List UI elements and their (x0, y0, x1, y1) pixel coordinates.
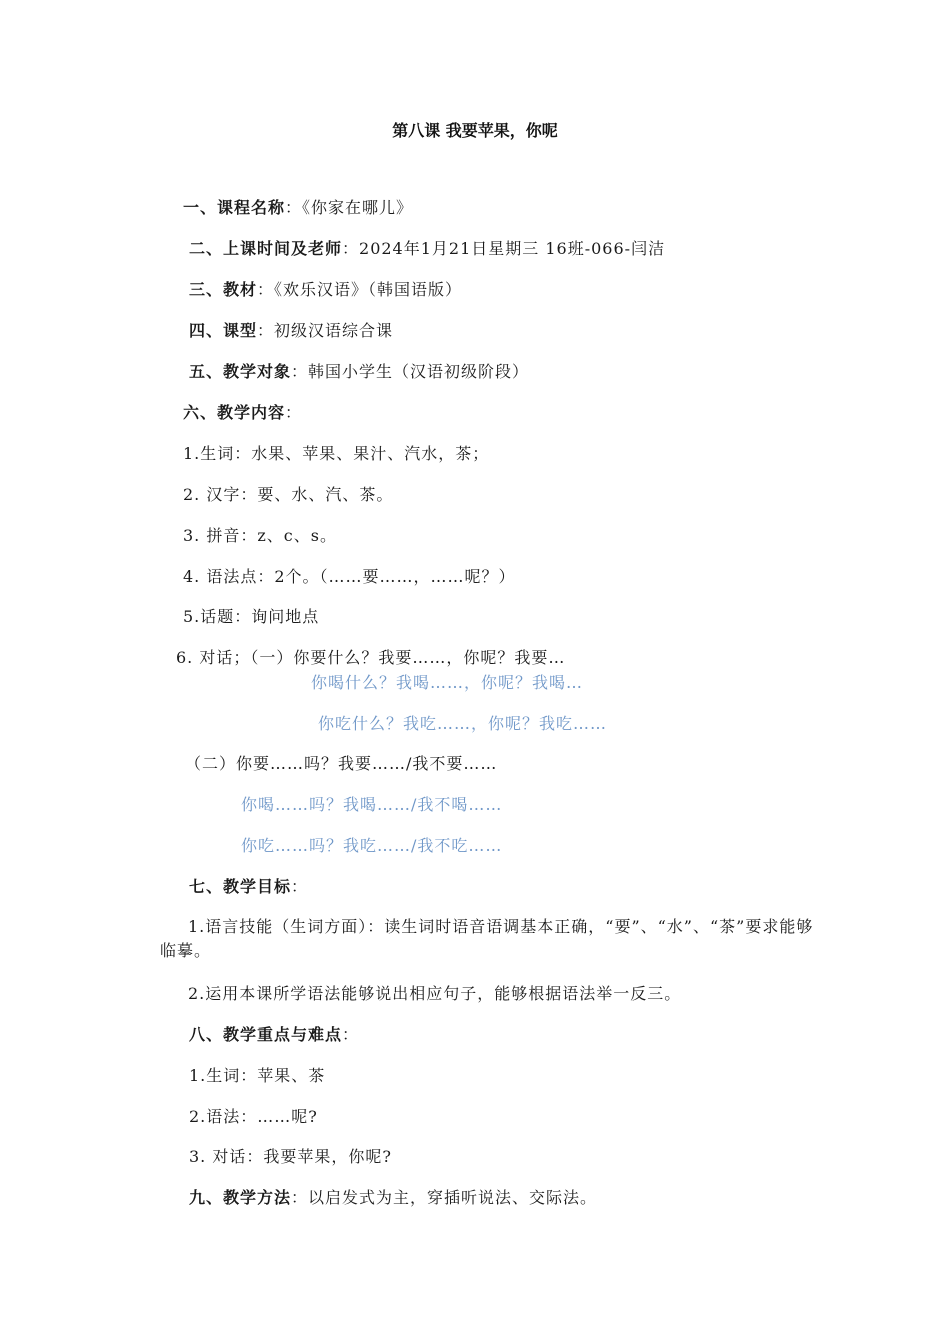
section-course-name (183, 197, 413, 219)
section-key-points (189, 1024, 359, 1046)
section-text: ：初级汉语综合课 (257, 321, 394, 340)
key-point-vocabulary: 1.生词：苹果、茶 (189, 1066, 326, 1085)
section-text: ： (342, 1025, 360, 1044)
content-item-characters: 2. 汉字：要、水、汽、茶。 (183, 485, 394, 504)
dialogue-example-drink: 你喝什么？我喝……，你呢？我喝… (311, 673, 584, 692)
dialogue-example-eat: 你吃什么？我吃……，你呢？我吃…… (318, 714, 608, 733)
goal-grammar: 2.运用本课所学语法能够说出相应句子，能够根据语法举一反三。 (188, 984, 682, 1003)
section-text: ： (291, 877, 309, 896)
dialogue-example-drink-2: 你喝……吗？我喝……/我不喝…… (241, 795, 503, 814)
section-heading: 七、教学目标 (189, 877, 292, 896)
section-textbook (189, 279, 462, 301)
section-heading: 八、教学重点与难点 (189, 1025, 343, 1044)
content-item-vocabulary: 1.生词：水果、苹果、果汁、汽水，茶； (183, 444, 490, 463)
section-heading: 五、教学对象 (189, 362, 292, 381)
section-text: ：韩国小学生（汉语初级阶段） (291, 362, 530, 381)
section-heading: 六、教学内容 (183, 403, 286, 422)
content-item-topic: 5.话题：询问地点 (183, 607, 320, 626)
key-point-grammar: 2.语法：……呢? (189, 1107, 318, 1126)
section-text: ： (285, 403, 303, 422)
section-heading: 四、课型 (189, 321, 258, 340)
section-methods (189, 1187, 597, 1209)
section-goals (189, 876, 308, 898)
goal-language-skills: 1.语言技能（生词方面）：读生词时语音语调基本正确，“要”、“水”、“茶”要求能够临摹。 (160, 917, 814, 960)
section-heading: 九、教学方法 (189, 1188, 292, 1207)
content-item-pinyin: 3. 拼音：z、c、s。 (183, 526, 337, 545)
section-audience (189, 361, 529, 383)
section-heading: 二、上课时间及老师 (189, 239, 343, 258)
section-time-teacher (189, 238, 665, 260)
section-heading: 一、课程名称 (183, 198, 286, 217)
section-text: ：《欢乐汉语》（韩国语版） (257, 280, 463, 299)
content-item-grammar: 4. 语法点：2个。（……要……，……呢？） (183, 567, 516, 586)
section-heading: 三、教材 (189, 280, 258, 299)
section-text: ：2024年1月21日星期三 16班-066-闫洁 (342, 239, 666, 258)
lesson-title: 第八课 我要苹果，你呢 (392, 121, 558, 140)
dialogue-part-two: （二）你要……吗？我要……/我不要…… (185, 754, 498, 773)
key-point-dialogue: 3. 对话：我要苹果，你呢? (189, 1147, 392, 1166)
section-text: ：以启发式为主，穿插听说法、交际法。 (291, 1188, 598, 1207)
content-item-dialogue: 6. 对话；（一）你要什么？我要……，你呢？我要… (176, 648, 566, 667)
section-text: ：《你家在哪儿》 (285, 198, 414, 217)
section-content (183, 402, 302, 424)
dialogue-example-eat-2: 你吃……吗？我吃……/我不吃…… (241, 836, 503, 855)
section-course-type (189, 320, 393, 342)
